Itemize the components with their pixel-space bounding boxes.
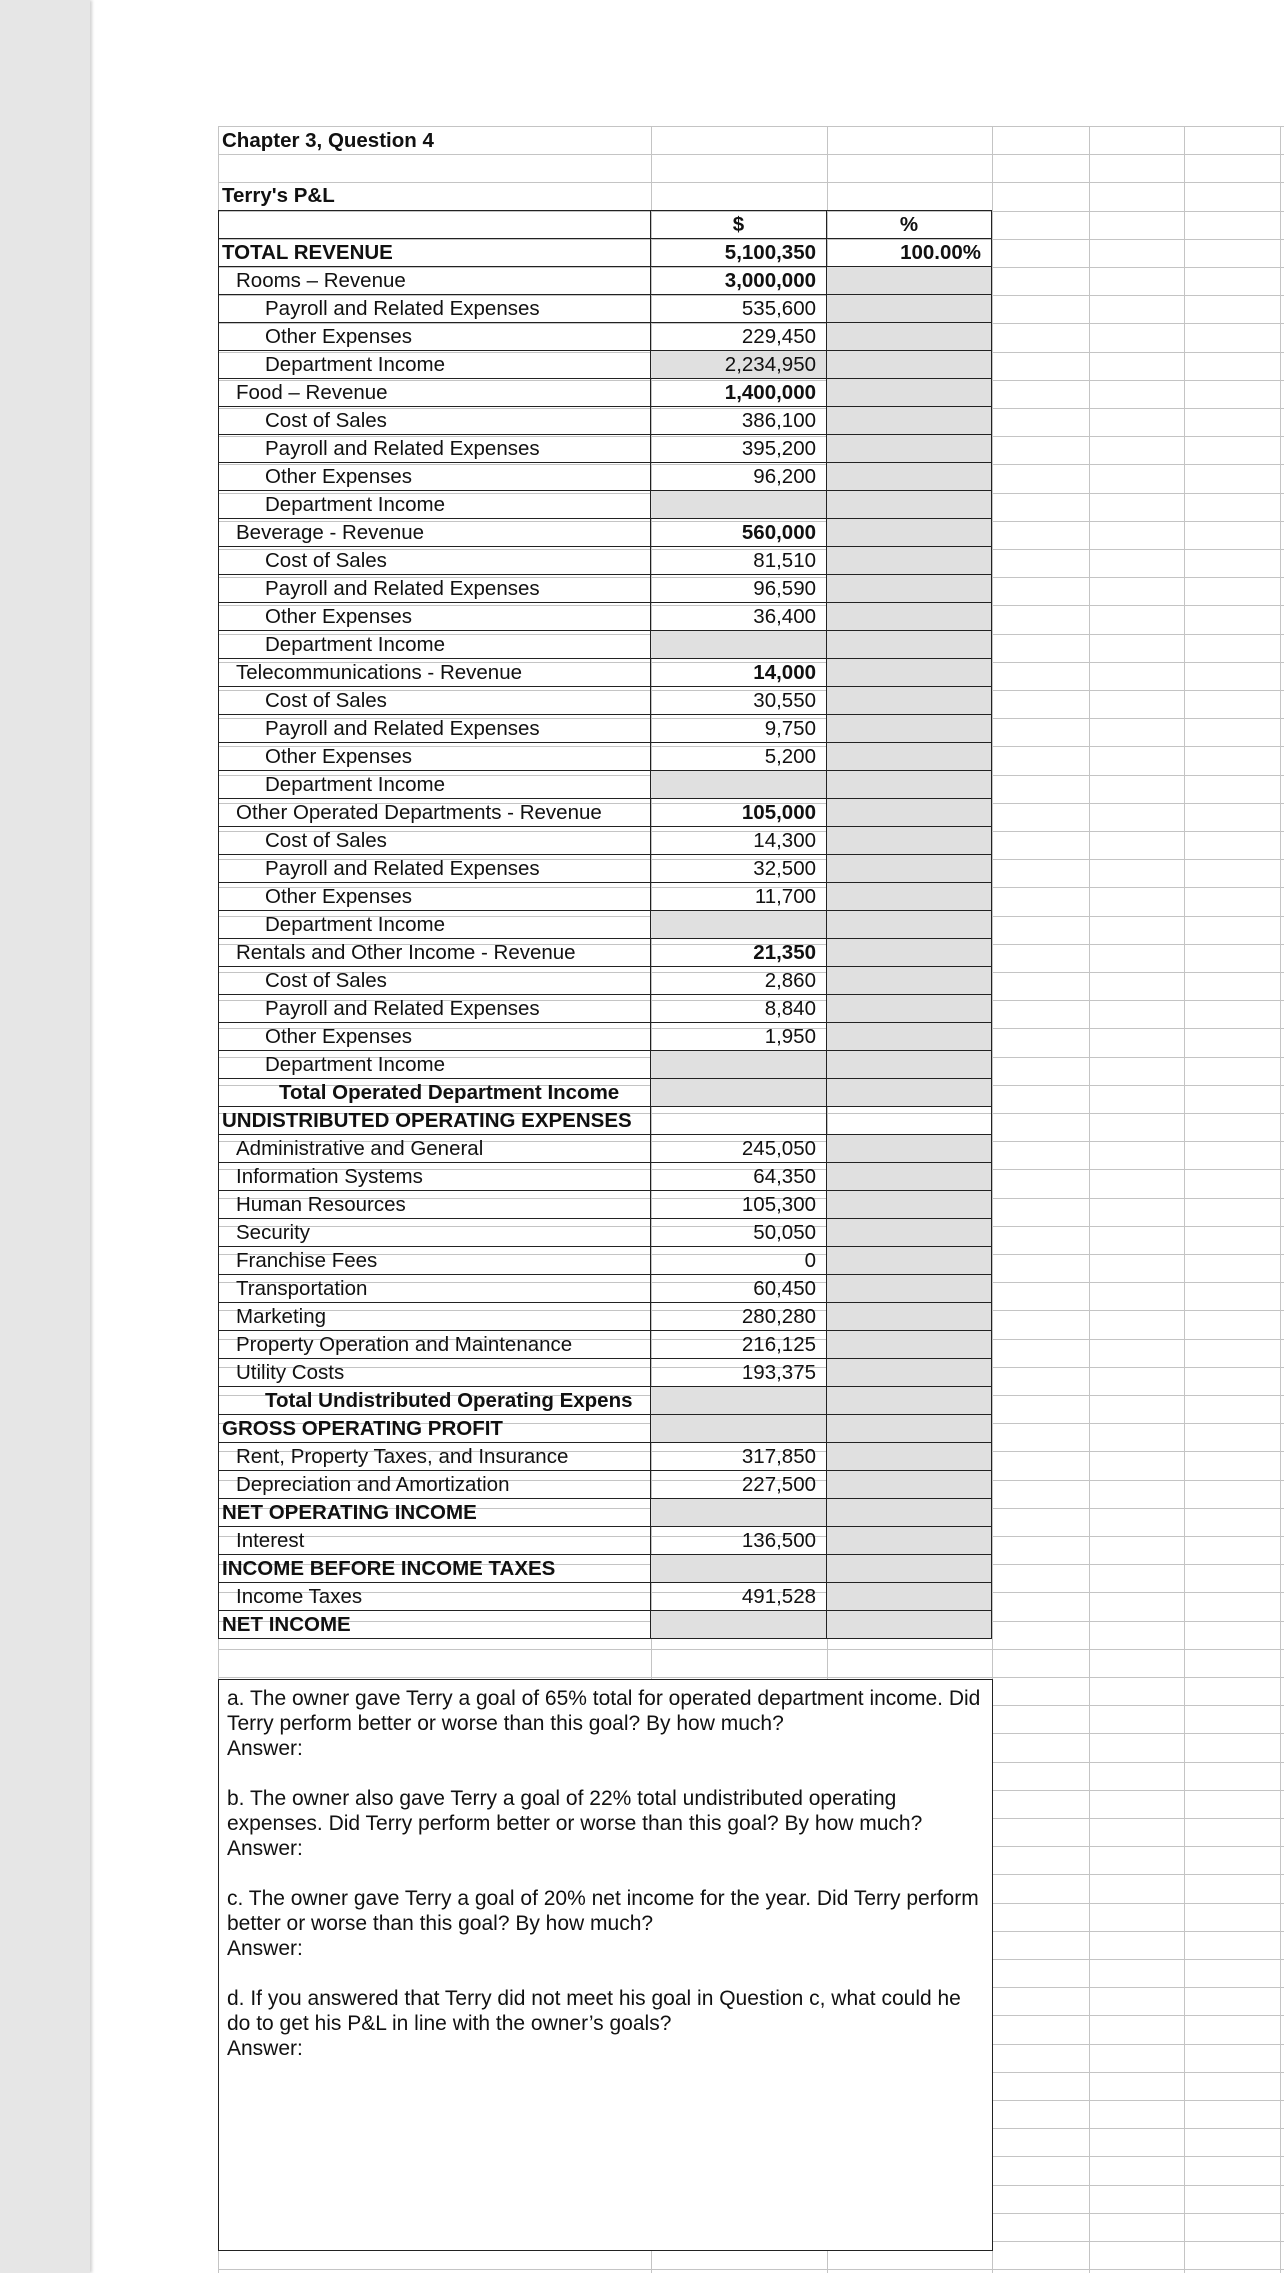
- pl-row: [219, 1471, 992, 1499]
- pl-row: [219, 743, 992, 771]
- percent-column-header: %: [827, 211, 992, 239]
- pl-row: [219, 1499, 992, 1527]
- row-dollar-value[interactable]: 21,350: [651, 939, 827, 967]
- row-percent-value[interactable]: [827, 1247, 992, 1275]
- row-dollar-value[interactable]: 229,450: [651, 323, 827, 351]
- row-dollar-value[interactable]: 60,450: [651, 1275, 827, 1303]
- question-block: [227, 1686, 984, 1761]
- answer-label: Answer:: [227, 1737, 303, 1760]
- row-label[interactable]: Franchise Fees: [219, 1247, 651, 1275]
- pl-row: [219, 659, 992, 687]
- row-dollar-value[interactable]: 3,000,000: [651, 267, 827, 295]
- row-dollar-value[interactable]: 491,528: [651, 1583, 827, 1611]
- row-dollar-value[interactable]: 36,400: [651, 603, 827, 631]
- row-percent-value[interactable]: [827, 1443, 992, 1471]
- pl-row: [219, 855, 992, 883]
- row-label[interactable]: Information Systems: [219, 1163, 651, 1191]
- answer-label: Answer:: [227, 1937, 303, 1960]
- row-dollar-value[interactable]: [651, 1107, 827, 1135]
- pl-row: [219, 547, 992, 575]
- row-percent-value[interactable]: [827, 1359, 992, 1387]
- pl-row: [219, 379, 992, 407]
- pl-row: [219, 1051, 992, 1079]
- row-percent-value[interactable]: [827, 967, 992, 995]
- row-label[interactable]: Total Operated Department Income: [219, 1079, 651, 1107]
- row-dollar-value[interactable]: 96,200: [651, 463, 827, 491]
- pl-body: [219, 239, 992, 1639]
- grid-row-line: [218, 1677, 1284, 1678]
- row-dollar-value[interactable]: 30,550: [651, 687, 827, 715]
- row-dollar-value[interactable]: 245,050: [651, 1135, 827, 1163]
- question-text: c. The owner gave Terry a goal of 20% net income for the year. Did Terry perform better or worse than this goal? By how much?: [227, 1887, 979, 1935]
- row-dollar-value[interactable]: 1,400,000: [651, 379, 827, 407]
- row-dollar-value[interactable]: [651, 1387, 827, 1415]
- pl-row: [219, 351, 992, 379]
- row-percent-value[interactable]: [827, 659, 992, 687]
- row-percent-value[interactable]: [827, 575, 992, 603]
- pl-row: [219, 1135, 992, 1163]
- row-dollar-value[interactable]: 280,280: [651, 1303, 827, 1331]
- pl-row: [219, 463, 992, 491]
- row-label[interactable]: Department Income: [219, 631, 651, 659]
- row-dollar-value[interactable]: 105,000: [651, 799, 827, 827]
- pl-row: [219, 939, 992, 967]
- row-percent-value[interactable]: [827, 1499, 992, 1527]
- row-label[interactable]: Telecommunications - Revenue: [219, 659, 651, 687]
- row-label[interactable]: Income Taxes: [219, 1583, 651, 1611]
- row-label[interactable]: Total Undistributed Operating Expens: [219, 1387, 651, 1415]
- row-label[interactable]: Other Expenses: [219, 1023, 651, 1051]
- row-label[interactable]: Other Expenses: [219, 603, 651, 631]
- row-percent-value[interactable]: [827, 267, 992, 295]
- pl-row: [219, 267, 992, 295]
- pl-row: [219, 1527, 992, 1555]
- row-percent-value[interactable]: [827, 1275, 992, 1303]
- row-dollar-value[interactable]: 8,840: [651, 995, 827, 1023]
- row-label[interactable]: Payroll and Related Expenses: [219, 295, 651, 323]
- row-percent-value[interactable]: [827, 1555, 992, 1583]
- row-label[interactable]: Property Operation and Maintenance: [219, 1331, 651, 1359]
- row-dollar-value[interactable]: 5,100,350: [651, 239, 827, 267]
- page-left-margin: [0, 0, 90, 2273]
- pl-row: [219, 1443, 992, 1471]
- row-label[interactable]: Cost of Sales: [219, 687, 651, 715]
- pl-header-row: [219, 211, 992, 239]
- row-percent-value[interactable]: [827, 1611, 992, 1639]
- questions-box[interactable]: [218, 1679, 993, 2251]
- question-block: [227, 1986, 984, 2061]
- row-percent-value[interactable]: [827, 351, 992, 379]
- pl-header-label: [219, 211, 651, 239]
- row-label[interactable]: Cost of Sales: [219, 967, 651, 995]
- pl-row: [219, 1163, 992, 1191]
- row-label[interactable]: Department Income: [219, 1051, 651, 1079]
- row-percent-value[interactable]: [827, 463, 992, 491]
- pl-row: [219, 771, 992, 799]
- row-percent-value[interactable]: [827, 1471, 992, 1499]
- grid-row-line: [218, 1649, 1284, 1650]
- row-dollar-value[interactable]: [651, 1079, 827, 1107]
- questions-list: [227, 1686, 984, 2061]
- row-dollar-value[interactable]: 193,375: [651, 1359, 827, 1387]
- row-dollar-value[interactable]: [651, 911, 827, 939]
- question-block: [227, 1786, 984, 1861]
- grid-column-line: [1089, 126, 1090, 2273]
- pl-row: [219, 1359, 992, 1387]
- pl-row: [219, 1107, 992, 1135]
- row-label[interactable]: NET INCOME: [219, 1611, 651, 1639]
- row-dollar-value[interactable]: [651, 1415, 827, 1443]
- row-dollar-value[interactable]: 14,000: [651, 659, 827, 687]
- row-label[interactable]: INCOME BEFORE INCOME TAXES: [219, 1555, 651, 1583]
- pl-row: [219, 1275, 992, 1303]
- pl-row: [219, 911, 992, 939]
- row-percent-value[interactable]: [827, 547, 992, 575]
- row-label[interactable]: Cost of Sales: [219, 547, 651, 575]
- row-label[interactable]: Payroll and Related Expenses: [219, 575, 651, 603]
- pl-row: [219, 799, 992, 827]
- row-dollar-value[interactable]: 560,000: [651, 519, 827, 547]
- pl-row: [219, 1303, 992, 1331]
- question-text: b. The owner also gave Terry a goal of 22% total undistributed operating expenses. Did Terry perform better or worse than this goal? By how much?: [227, 1787, 923, 1835]
- row-label[interactable]: Other Operated Departments - Revenue: [219, 799, 651, 827]
- row-label[interactable]: Utility Costs: [219, 1359, 651, 1387]
- pl-row: [219, 1555, 992, 1583]
- row-percent-value[interactable]: [827, 631, 992, 659]
- pl-row: [219, 687, 992, 715]
- row-percent-value[interactable]: [827, 603, 992, 631]
- row-percent-value[interactable]: [827, 407, 992, 435]
- row-percent-value[interactable]: [827, 1079, 992, 1107]
- row-label[interactable]: Department Income: [219, 771, 651, 799]
- pl-row: [219, 967, 992, 995]
- pl-title: Terry's P&L: [222, 184, 335, 207]
- row-dollar-value[interactable]: 2,860: [651, 967, 827, 995]
- row-label[interactable]: Rent, Property Taxes, and Insurance: [219, 1443, 651, 1471]
- row-percent-value[interactable]: [827, 1527, 992, 1555]
- row-label[interactable]: Cost of Sales: [219, 827, 651, 855]
- grid-row-line: [218, 2269, 1284, 2270]
- row-dollar-value[interactable]: 395,200: [651, 435, 827, 463]
- row-label[interactable]: Department Income: [219, 911, 651, 939]
- row-label[interactable]: Interest: [219, 1527, 651, 1555]
- row-label[interactable]: Security: [219, 1219, 651, 1247]
- pl-row: [219, 1219, 992, 1247]
- pl-table: [218, 210, 992, 1639]
- row-label[interactable]: Beverage - Revenue: [219, 519, 651, 547]
- row-label[interactable]: UNDISTRIBUTED OPERATING EXPENSES: [219, 1107, 651, 1135]
- row-percent-value[interactable]: [827, 323, 992, 351]
- row-label[interactable]: GROSS OPERATING PROFIT: [219, 1415, 651, 1443]
- question-text: d. If you answered that Terry did not meet his goal in Question c, what could he do to get his P&L in line with the owner’s goals?: [227, 1987, 961, 2035]
- row-percent-value[interactable]: [827, 1583, 992, 1611]
- row-percent-value[interactable]: [827, 799, 992, 827]
- row-percent-value[interactable]: [827, 519, 992, 547]
- pl-row: [219, 1611, 992, 1639]
- pl-row: [219, 1387, 992, 1415]
- row-label[interactable]: Other Expenses: [219, 743, 651, 771]
- grid-row-line: [218, 182, 1284, 183]
- pl-row: [219, 1023, 992, 1051]
- pl-row: [219, 239, 992, 267]
- row-percent-value[interactable]: [827, 827, 992, 855]
- pl-row: [219, 1079, 992, 1107]
- row-percent-value[interactable]: [827, 1051, 992, 1079]
- question-block: [227, 1886, 984, 1961]
- row-label[interactable]: Rentals and Other Income - Revenue: [219, 939, 651, 967]
- row-percent-value[interactable]: [827, 1191, 992, 1219]
- row-label[interactable]: Department Income: [219, 351, 651, 379]
- row-percent-value[interactable]: [827, 1303, 992, 1331]
- pl-row: [219, 407, 992, 435]
- row-percent-value[interactable]: [827, 1163, 992, 1191]
- row-label[interactable]: Human Resources: [219, 1191, 651, 1219]
- row-label[interactable]: Other Expenses: [219, 463, 651, 491]
- row-percent-value[interactable]: [827, 715, 992, 743]
- pl-row: [219, 631, 992, 659]
- answer-label: Answer:: [227, 1837, 303, 1860]
- row-dollar-value[interactable]: 317,850: [651, 1443, 827, 1471]
- row-dollar-value[interactable]: 216,125: [651, 1331, 827, 1359]
- row-dollar-value[interactable]: 386,100: [651, 407, 827, 435]
- row-percent-value[interactable]: [827, 855, 992, 883]
- pl-row: [219, 1583, 992, 1611]
- pl-row: [219, 883, 992, 911]
- grid-column-line: [1280, 126, 1281, 2273]
- pl-row: [219, 1331, 992, 1359]
- row-dollar-value[interactable]: [651, 771, 827, 799]
- pl-row: [219, 827, 992, 855]
- pl-row: [219, 1415, 992, 1443]
- row-label[interactable]: Other Expenses: [219, 883, 651, 911]
- row-dollar-value[interactable]: 535,600: [651, 295, 827, 323]
- row-label[interactable]: Transportation: [219, 1275, 651, 1303]
- grid-row-line: [218, 126, 1284, 127]
- row-label[interactable]: Payroll and Related Expenses: [219, 435, 651, 463]
- pl-row: [219, 491, 992, 519]
- row-dollar-value[interactable]: [651, 1051, 827, 1079]
- row-percent-value[interactable]: [827, 491, 992, 519]
- row-dollar-value[interactable]: 50,050: [651, 1219, 827, 1247]
- pl-row: [219, 323, 992, 351]
- answer-label: Answer:: [227, 2037, 303, 2060]
- row-label[interactable]: Payroll and Related Expenses: [219, 715, 651, 743]
- question-text: a. The owner gave Terry a goal of 65% total for operated department income. Did Terry perform better or worse than this goal? By how much?: [227, 1687, 981, 1735]
- row-percent-value[interactable]: [827, 1387, 992, 1415]
- row-label[interactable]: Payroll and Related Expenses: [219, 855, 651, 883]
- row-label[interactable]: Food – Revenue: [219, 379, 651, 407]
- sheet-title: Chapter 3, Question 4: [222, 129, 434, 152]
- pl-row: [219, 995, 992, 1023]
- grid-row-line: [218, 154, 1284, 155]
- pl-row: [219, 575, 992, 603]
- pl-row: [219, 435, 992, 463]
- row-percent-value[interactable]: [827, 911, 992, 939]
- row-percent-value[interactable]: 100.00%: [827, 239, 992, 267]
- row-dollar-value[interactable]: [651, 491, 827, 519]
- row-dollar-value[interactable]: 81,510: [651, 547, 827, 575]
- row-percent-value[interactable]: [827, 743, 992, 771]
- row-dollar-value[interactable]: 11,700: [651, 883, 827, 911]
- row-label[interactable]: NET OPERATING INCOME: [219, 1499, 651, 1527]
- row-percent-value[interactable]: [827, 295, 992, 323]
- row-percent-value[interactable]: [827, 995, 992, 1023]
- row-dollar-value[interactable]: 9,750: [651, 715, 827, 743]
- row-dollar-value[interactable]: [651, 1555, 827, 1583]
- row-dollar-value[interactable]: [651, 631, 827, 659]
- row-dollar-value[interactable]: 32,500: [651, 855, 827, 883]
- row-dollar-value[interactable]: 96,590: [651, 575, 827, 603]
- row-label[interactable]: Depreciation and Amortization: [219, 1471, 651, 1499]
- row-label[interactable]: Cost of Sales: [219, 407, 651, 435]
- pl-row: [219, 1191, 992, 1219]
- row-label[interactable]: Rooms – Revenue: [219, 267, 651, 295]
- grid-column-line: [1184, 126, 1185, 2273]
- row-dollar-value[interactable]: 1,950: [651, 1023, 827, 1051]
- row-label[interactable]: TOTAL REVENUE: [219, 239, 651, 267]
- row-percent-value[interactable]: [827, 771, 992, 799]
- row-percent-value[interactable]: [827, 1135, 992, 1163]
- pl-row: [219, 519, 992, 547]
- pl-row: [219, 295, 992, 323]
- pl-row: [219, 1247, 992, 1275]
- row-label[interactable]: Payroll and Related Expenses: [219, 995, 651, 1023]
- row-dollar-value[interactable]: 64,350: [651, 1163, 827, 1191]
- row-label[interactable]: Administrative and General: [219, 1135, 651, 1163]
- row-dollar-value[interactable]: 0: [651, 1247, 827, 1275]
- row-percent-value[interactable]: [827, 687, 992, 715]
- row-label[interactable]: Department Income: [219, 491, 651, 519]
- row-percent-value[interactable]: [827, 1023, 992, 1051]
- row-dollar-value[interactable]: 5,200: [651, 743, 827, 771]
- row-dollar-value[interactable]: 227,500: [651, 1471, 827, 1499]
- row-percent-value[interactable]: [827, 1219, 992, 1247]
- row-percent-value[interactable]: [827, 1107, 992, 1135]
- row-dollar-value[interactable]: 136,500: [651, 1527, 827, 1555]
- row-percent-value[interactable]: [827, 1415, 992, 1443]
- row-percent-value[interactable]: [827, 883, 992, 911]
- dollar-column-header: $: [651, 211, 827, 239]
- row-percent-value[interactable]: [827, 435, 992, 463]
- row-dollar-value[interactable]: 2,234,950: [651, 351, 827, 379]
- row-dollar-value[interactable]: 14,300: [651, 827, 827, 855]
- pl-row: [219, 715, 992, 743]
- row-percent-value[interactable]: [827, 939, 992, 967]
- row-dollar-value[interactable]: [651, 1611, 827, 1639]
- row-percent-value[interactable]: [827, 379, 992, 407]
- pl-row: [219, 603, 992, 631]
- row-label[interactable]: Marketing: [219, 1303, 651, 1331]
- row-label[interactable]: Other Expenses: [219, 323, 651, 351]
- row-dollar-value[interactable]: 105,300: [651, 1191, 827, 1219]
- row-dollar-value[interactable]: [651, 1499, 827, 1527]
- row-percent-value[interactable]: [827, 1331, 992, 1359]
